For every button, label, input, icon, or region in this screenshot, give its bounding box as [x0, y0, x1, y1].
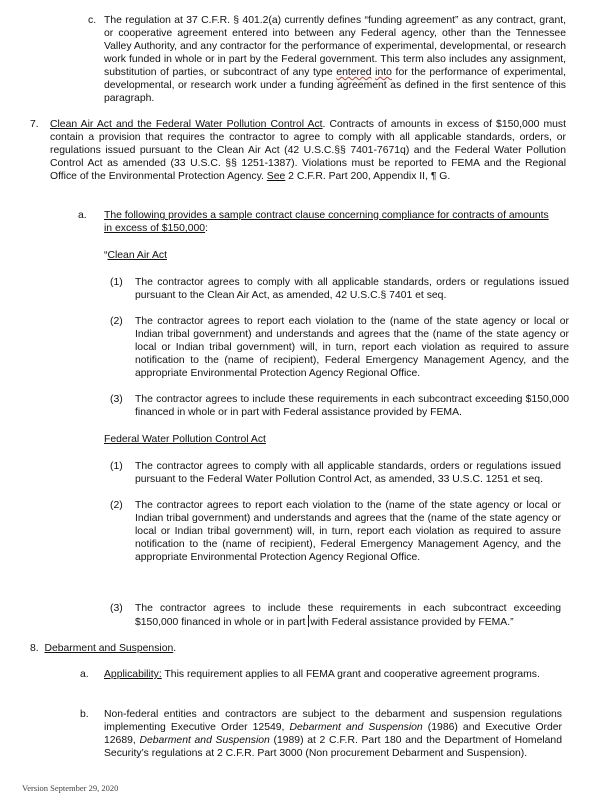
spelling-flag-entered: entered: [336, 67, 372, 78]
fwpca-item-2-marker: (2): [110, 500, 123, 511]
clean-air-act-title: Clean Air Act: [107, 250, 167, 261]
caa-item-1-marker: (1): [110, 277, 123, 288]
section-7a-colon: :: [205, 223, 208, 234]
caa-item-2-marker: (2): [110, 316, 123, 327]
fwpca-item-1: The contractor agrees to comply with all applicable standards, orders or regulations issued pursuant to the Federal Water Pollution Control Act, as amended, 33 U.S.C. 1251 et seq.: [135, 461, 561, 485]
section-8a-marker: a.: [80, 669, 89, 680]
section-7a-marker: a.: [78, 210, 87, 221]
clean-air-act-heading: [104, 249, 167, 262]
section-7-paragraph: [50, 118, 566, 183]
section-7-heading: Clean Air Act and the Federal Water Pollution Control Act: [50, 119, 323, 130]
applicability-text: This requirement applies to all FEMA grant and cooperative agreement programs.: [161, 669, 540, 680]
section-8b-paragraph: [104, 708, 562, 760]
section-8b-marker: b.: [80, 709, 89, 720]
fwpca-item-2: The contractor agrees to report each violation to the (name of the state agency or local or Indian tribal government) and understands and agrees that the (name of the state agency or local or Indian tribal government) will, in turn, report each violation as required to assure notification to the (name of recipient), Federal Emergency Management Agency, and the appropriate Environmental Protection Agency Regional Office.: [135, 500, 561, 563]
section-7a-paragraph: [104, 209, 550, 235]
item-c-marker: c.: [88, 15, 97, 26]
section-7-number: 7.: [30, 119, 39, 130]
spelling-flag-into: into: [375, 67, 392, 78]
caa-item-3-marker: (3): [110, 394, 123, 405]
section-8b-text-1: Non-federal entities and contractors are subject to the debarment and suspension regulations implementing Executive Order 12549,: [104, 709, 562, 733]
open-quote: “: [104, 250, 108, 261]
caa-item-2: The contractor agrees to report each violation to the (name of the state agency or local or Indian tribal government) and understands and agrees that the (name of the state agency or local or Indian tribal government) will, in turn, report each violation as required to assure notification to the (name of recipient), Federal Emergency Management Agency, and the appropriate Environmental Protection Agency Regional Office.: [135, 316, 569, 379]
section-8b-italic-2: Debarment and Suspension: [139, 735, 270, 746]
caa-item-3: The contractor agrees to include these requirements in each subcontract exceeding $150,000 financed in whole or in part with Federal assistance provided by FEMA.: [135, 394, 569, 418]
section-8-period: .: [173, 643, 177, 654]
item-c-paragraph: [104, 14, 566, 105]
section-8b-text-2: (1986) and Executive Order 12689,: [104, 722, 563, 746]
see-reference: See: [266, 171, 286, 182]
section-8-heading-line: [30, 642, 176, 655]
section-8-heading: Debarment and Suspension: [44, 643, 174, 654]
version-footer: Version September 29, 2020: [22, 783, 119, 793]
fwpca-item-3-text-end: with Federal assistance provided by FEMA.”: [310, 617, 514, 628]
section-8b-italic-1: Debarment and Suspension: [289, 722, 423, 733]
item-c-text-end: for the performance of experimental, developmental, or research work under a funding agreement as defined in the first sentence of this paragraph.: [104, 67, 566, 104]
section-8b-text-3: (1989) at 2 C.F.R. Part 180 and the Department of Homeland Security’s regulations at 2 C.F.R. Part 3000 (Non procurement Debarment and Suspension).: [104, 735, 562, 759]
fwpca-item-1-marker: (1): [110, 461, 123, 472]
section-8a-paragraph: [104, 668, 562, 681]
item-c-text: The regulation at 37 C.F.R. § 401.2(a) currently defines “funding agreement” as any contract, grant, or cooperative agreement entered into between any Federal agency, other than the Tennessee Valley Authority, and any contractor for the performance of experimental, developmental, or research work funded in whole or in part by the Federal government. This term also includes any assignment, substitution of parties, or subcontract of any type: [104, 15, 566, 78]
section-7-ref: 2 C.F.R. Part 200, Appendix II, ¶ G.: [285, 171, 451, 182]
section-7-body: . Contracts of amounts in excess of $150,000 must contain a provision that requires the contractor to agree to comply with all applicable standards, orders, or regulations issued pursuant to the Clean Air Act (42 U.S.C.§§ 7401-7671q) and the Federal Water Pollution Control Act as amended (33 U.S.C. §§ 1251-1387). Violations must be reported to FEMA and the Regional Office of the Environmental Protection Agency.: [50, 119, 566, 182]
section-8-number: 8.: [30, 643, 39, 654]
caa-item-1: The contractor agrees to comply with all applicable standards, orders or regulations issued pursuant to the Clean Air Act, as amended, 42 U.S.C.§ 7401 et seq.: [135, 277, 569, 301]
fwpca-item-3-text: The contractor agrees to include these requirements in each subcontract exceeding $150,000 financed in whole or in part: [135, 603, 561, 628]
fwpca-heading: Federal Water Pollution Control Act: [104, 434, 266, 445]
fwpca-item-3-marker: (3): [110, 603, 123, 614]
fwpca-item-3: [135, 602, 561, 629]
section-7a-text: The following provides a sample contract clause concerning compliance for contracts of amounts in excess of $150,000: [104, 210, 549, 234]
applicability-label: Applicability:: [104, 669, 162, 680]
